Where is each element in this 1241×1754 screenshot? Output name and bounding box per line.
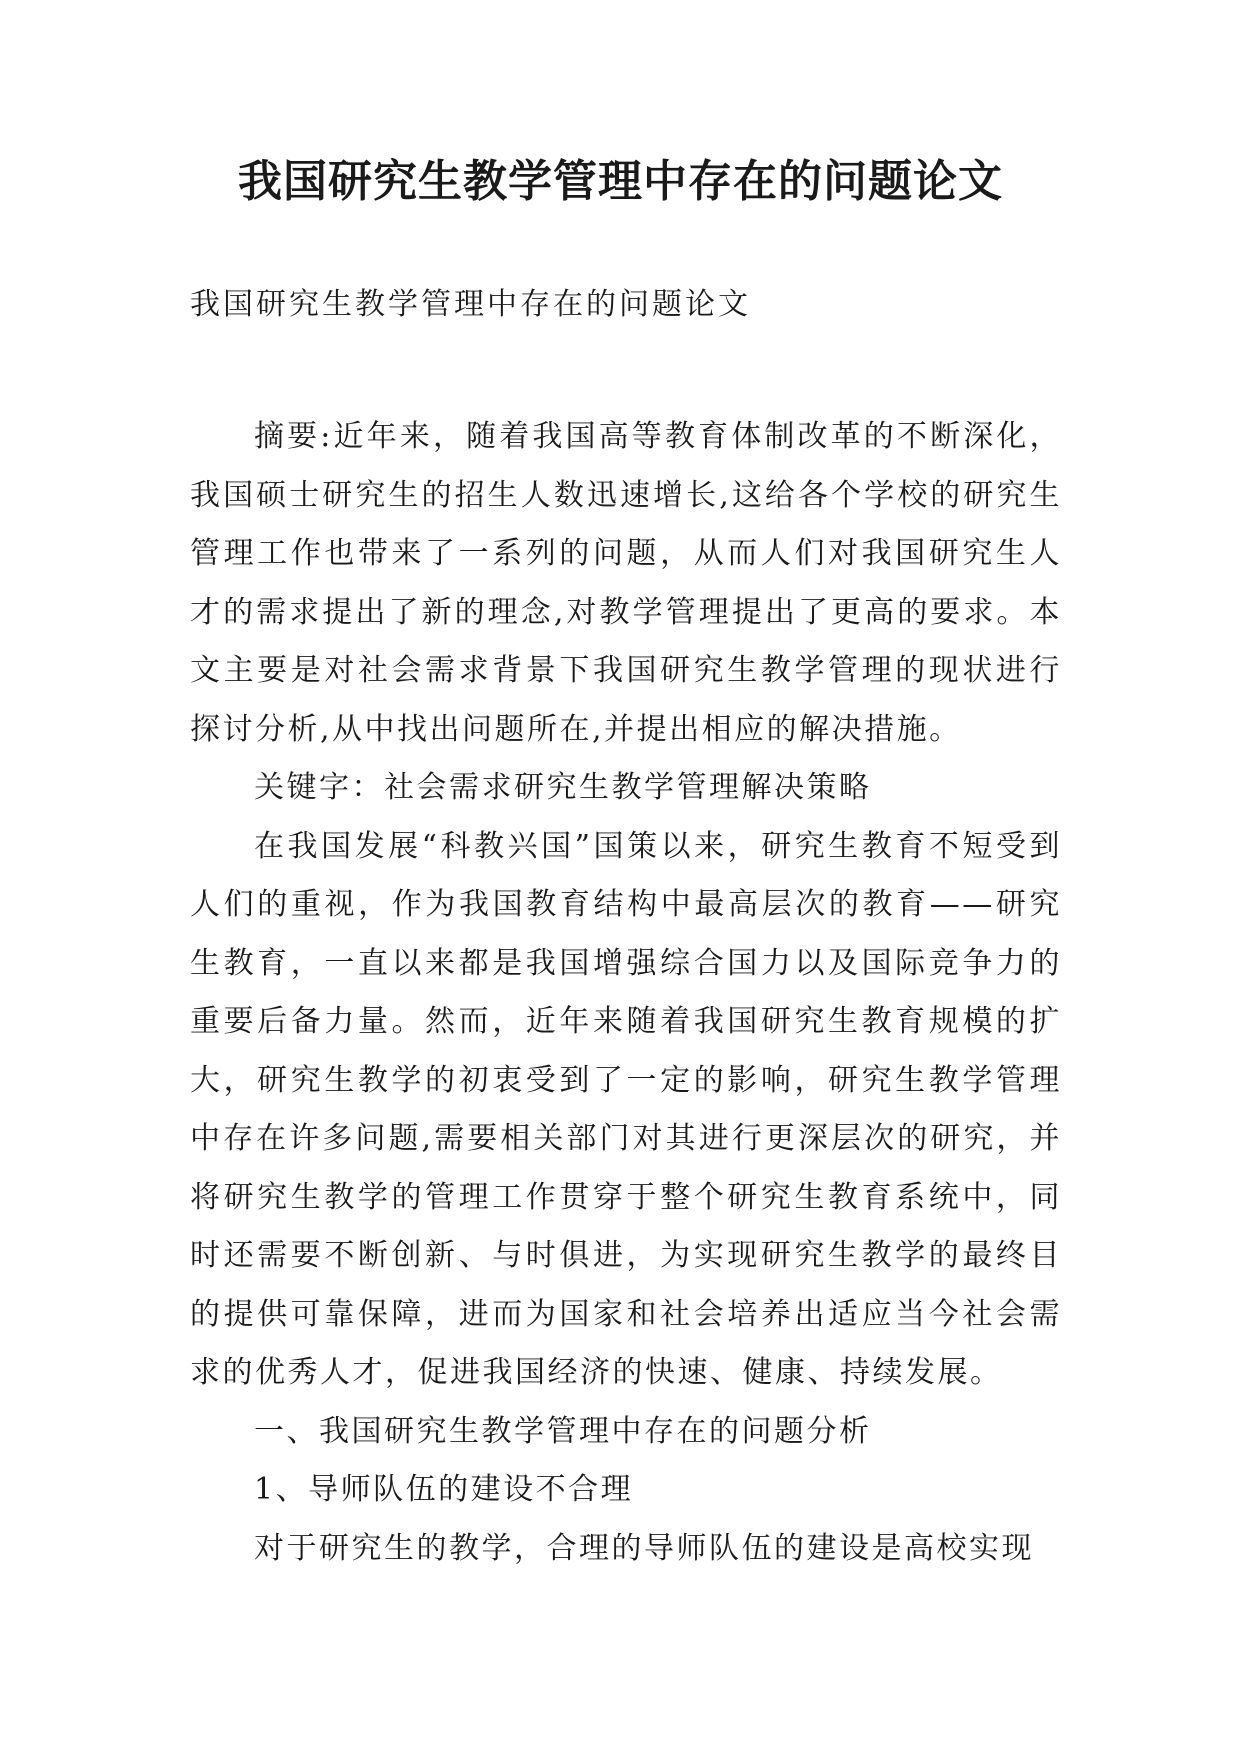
keywords-paragraph: 关键字：社会需求研究生教学管理解决策略 [254, 770, 872, 805]
document-subtitle: 我国研究生教学管理中存在的问题论文 [190, 287, 751, 322]
document-body [190, 408, 1062, 1578]
intro-paragraph: 在我国发展“科教兴国”国策以来，研究生教育不短受到人们的重视，作为我国教育结构中最高层次的教育——研究生教育，一直以来都是我国增强综合国力以及国际竞争力的重要后备力量。然而，近年来随着我国研究生教育规模的扩大，研究生教学的初衷受到了一定的影响，研究生教学管理中存在许多问题,需要相关部门对其进行更深层次的研究，并将研究生教学的管理工作贯穿于整个研究生教育系统中，同时还需要不断创新、与时俱进，为实现研究生教学的最终目的提供可靠保障，进而为国家和社会培养出适应当今社会需求的优秀人才，促进我国经济的快速、健康、持续发展。 [190, 828, 1062, 1390]
abstract-paragraph: 摘要:近年来，随着我国高等教育体制改革的不断深化，我国硕士研究生的招生人数迅速增长,这给各个学校的研究生管理工作也带来了一系列的问题，从而人们对我国研究生人才的需求提出了新的理念,对教学管理提出了更高的要求。本文主要是对社会需求背景下我国研究生教学管理的现状进行探讨分析,从中找出问题所在,并提出相应的解决措施。 [190, 419, 1062, 747]
body-paragraph: 对于研究生的教学，合理的导师队伍的建设是高校实现 [254, 1530, 1034, 1566]
subsection-heading: 1、导师队伍的建设不合理 [254, 1472, 634, 1507]
section-heading: 一、我国研究生教学管理中存在的问题分析 [254, 1413, 872, 1449]
document-title: 我国研究生教学管理中存在的问题论文 [238, 156, 1003, 207]
